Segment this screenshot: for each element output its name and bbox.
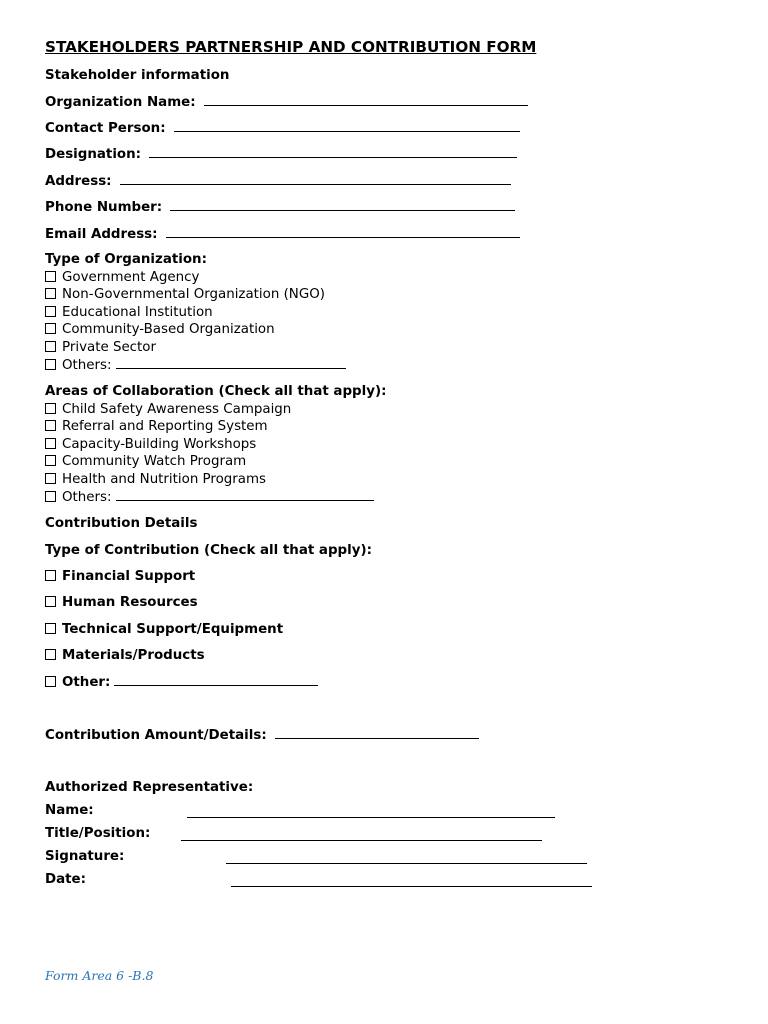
rep-signature-field[interactable]: [226, 851, 587, 864]
rep-signature-row: [45, 848, 735, 866]
checkbox[interactable]: [45, 420, 56, 431]
org-type-option: Educational Institution: [45, 304, 213, 322]
address-label: Address:: [45, 174, 112, 189]
rep-signature-label: Signature:: [45, 849, 125, 864]
footer-form-code: Form Area 6 -B.8: [45, 968, 154, 983]
collab-heading: Areas of Collaboration (Check all that apply):: [45, 384, 387, 399]
contribution-amount-row: [45, 726, 479, 745]
contact-person-label: Contact Person:: [45, 121, 166, 136]
org-type-option: Community-Based Organization: [45, 321, 275, 339]
org-type-others-field[interactable]: [116, 356, 346, 369]
contribution-option: Human Resources: [45, 594, 198, 612]
collab-option: Community Watch Program: [45, 453, 246, 471]
checkbox[interactable]: [45, 491, 56, 502]
contribution-amount-label: Contribution Amount/Details:: [45, 728, 267, 743]
checkbox[interactable]: [45, 306, 56, 317]
authorized-heading: Authorized Representative:: [45, 780, 254, 795]
email-field[interactable]: [166, 225, 520, 238]
phone-row: [45, 198, 515, 217]
contribution-other-field[interactable]: [114, 673, 318, 686]
rep-date-field[interactable]: [231, 874, 592, 887]
email-row: [45, 225, 520, 244]
rep-name-field[interactable]: [187, 805, 555, 818]
checkbox[interactable]: [45, 403, 56, 414]
checkbox[interactable]: [45, 455, 56, 466]
contribution-option: Materials/Products: [45, 647, 205, 665]
collab-option: Child Safety Awareness Campaign: [45, 401, 291, 419]
contribution-option: Financial Support: [45, 568, 195, 586]
designation-row: [45, 145, 517, 164]
phone-field[interactable]: [170, 198, 515, 211]
checkbox[interactable]: [45, 359, 56, 370]
checkbox[interactable]: [45, 623, 56, 634]
contribution-type-heading: Type of Contribution (Check all that apply):: [45, 543, 372, 558]
phone-label: Phone Number:: [45, 200, 163, 215]
contact-person-row: [45, 119, 520, 138]
collab-option: Referral and Reporting System: [45, 418, 268, 436]
rep-title-field[interactable]: [181, 828, 542, 841]
org-type-heading: Type of Organization:: [45, 252, 207, 267]
checkbox[interactable]: [45, 596, 56, 607]
rep-title-row: [45, 825, 735, 843]
org-name-row: [45, 93, 528, 112]
org-type-option: Private Sector: [45, 339, 156, 357]
collab-others-field[interactable]: [116, 488, 374, 501]
rep-name-label: Name:: [45, 803, 94, 818]
org-type-option: Non-Governmental Organization (NGO): [45, 286, 325, 304]
checkbox[interactable]: [45, 323, 56, 334]
collab-option: Health and Nutrition Programs: [45, 471, 266, 489]
org-type-option: Government Agency: [45, 269, 199, 287]
checkbox[interactable]: [45, 473, 56, 484]
org-type-option: Others:: [45, 356, 346, 375]
contribution-heading: Contribution Details: [45, 516, 198, 531]
checkbox[interactable]: [45, 438, 56, 449]
checkbox[interactable]: [45, 676, 56, 687]
stakeholder-heading: Stakeholder information: [45, 68, 230, 83]
contribution-option: Technical Support/Equipment: [45, 621, 283, 639]
org-name-label: Organization Name:: [45, 95, 196, 110]
collab-option: Capacity-Building Workshops: [45, 436, 256, 454]
email-label: Email Address:: [45, 227, 158, 242]
checkbox[interactable]: [45, 288, 56, 299]
rep-date-row: [45, 871, 735, 889]
rep-name-row: [45, 802, 735, 820]
checkbox[interactable]: [45, 649, 56, 660]
contribution-option: Other:: [45, 673, 318, 692]
form-title: STAKEHOLDERS PARTNERSHIP AND CONTRIBUTION FORM: [45, 38, 537, 56]
collab-option: Others:: [45, 488, 374, 507]
rep-title-label: Title/Position:: [45, 826, 151, 841]
checkbox[interactable]: [45, 341, 56, 352]
checkbox[interactable]: [45, 570, 56, 581]
contact-person-field[interactable]: [174, 119, 520, 132]
contribution-amount-field[interactable]: [275, 726, 479, 739]
address-row: [45, 172, 511, 191]
designation-label: Designation:: [45, 147, 141, 162]
address-field[interactable]: [120, 172, 511, 185]
designation-field[interactable]: [149, 145, 517, 158]
org-name-field[interactable]: [204, 93, 528, 106]
checkbox[interactable]: [45, 271, 56, 282]
rep-date-label: Date:: [45, 872, 86, 887]
